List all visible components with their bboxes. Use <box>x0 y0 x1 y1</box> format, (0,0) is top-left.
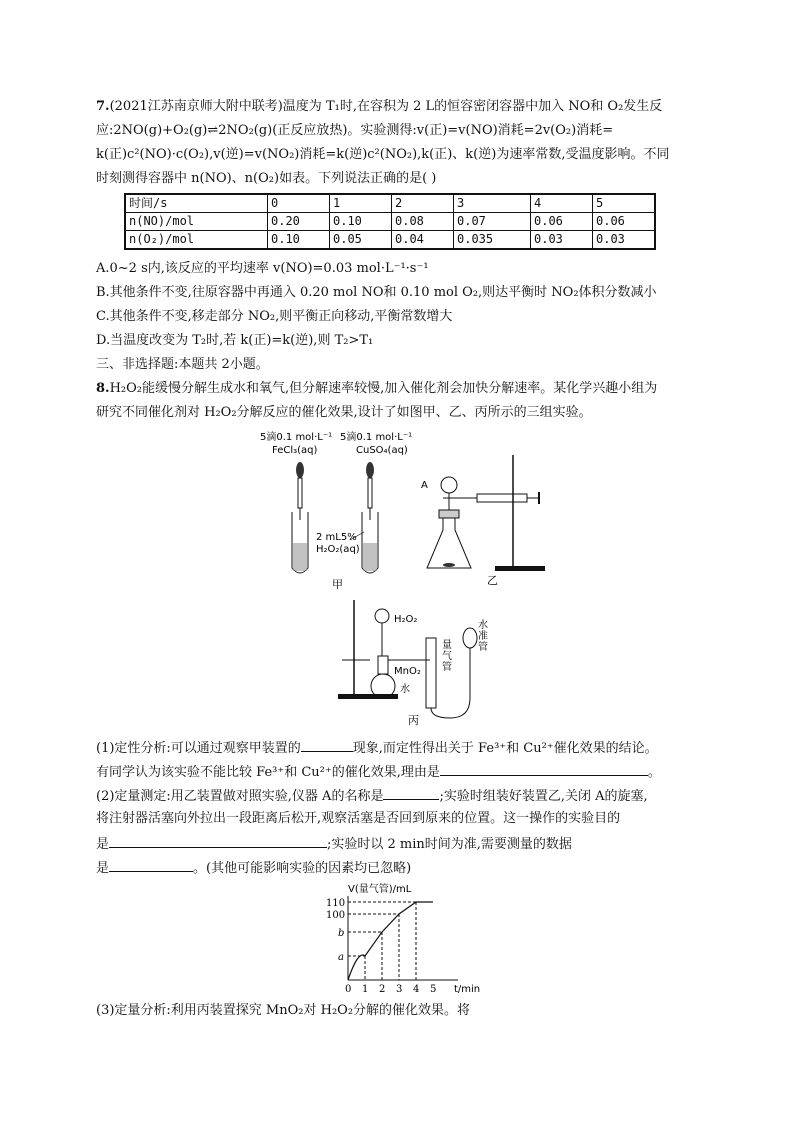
figure-jia <box>250 428 413 593</box>
q8-intro1-text: H₂O₂能缓慢分解生成水和氧气,但分解速率较慢,加入催化剂会加快分解速率。某化学兴趣小组为 <box>109 381 658 396</box>
jia-label-fecl3: FeCl₃(aq) <box>272 445 318 456</box>
q7-option-d: D.当温度改变为 T₂时,若 k(正)=k(逆),则 T₂>T₁ <box>96 333 374 348</box>
bing-label-h2o2: H₂O₂ <box>394 614 418 625</box>
gas-burette-icon <box>426 638 436 708</box>
p1-text-b: 现象,而定性得出关于 Fe³⁺和 Cu²⁺催化效果的结论。 <box>352 741 658 756</box>
q8-part2-line3 <box>96 834 572 854</box>
q7-line1 <box>96 98 662 116</box>
q7-option-a: A.0~2 s内,该反应的平均速率 v(NO)=0.03 mol·L⁻¹·s⁻¹ <box>96 261 429 276</box>
x-tick-label: 5 <box>430 984 437 995</box>
table-cell: 0.04 <box>392 231 454 250</box>
q8-part1-line2 <box>96 762 661 782</box>
p1-text-a: (1)定性分析:可以通过观察甲装置的 <box>96 741 301 756</box>
bing-label-water: 水 <box>400 684 410 695</box>
q7-line4: 时刻测得容器中 n(NO)、n(O₂)如表。下列说法正确的是( ) <box>96 171 437 186</box>
x-tick-label: 0 <box>345 984 352 995</box>
q7-data-table <box>124 193 656 250</box>
p1-text-end: 。 <box>647 765 661 780</box>
answer-blank[interactable] <box>301 738 353 752</box>
jia-label-cuso4: CuSO₄(aq) <box>356 445 408 456</box>
q7-line2: 应:2NO(g)+O₂(g)⇌2NO₂(g)(正反应放热)。实验测得:v(正)=v(NO)消耗=2v(O₂)消耗= <box>96 123 614 138</box>
p2-text-f: 是 <box>96 861 110 876</box>
jia-label-drop1: 5滴0.1 mol·L⁻¹ <box>260 432 333 443</box>
leveling-tube-icon <box>463 628 477 648</box>
bing-label-level: 水准管 <box>478 620 488 653</box>
table-cell: 5 <box>593 194 656 213</box>
table-cell: n(NO)/mol <box>125 213 268 231</box>
answer-blank[interactable] <box>383 786 439 800</box>
table-cell: 4 <box>531 194 593 213</box>
section-heading: 三、非选择题:本题共 2小题。 <box>96 357 269 372</box>
p2-text-d: 是 <box>96 837 110 852</box>
table-row <box>125 231 655 250</box>
q8-part2-line2: 将注射器活塞向外拉出一段距离后松开,观察活塞是否回到原来的位置。这一操作的实验目的 <box>96 811 621 826</box>
answer-blank[interactable] <box>109 834 327 848</box>
figure-label-yi: 乙 <box>487 574 498 587</box>
bing-label-mno2: MnO₂ <box>394 666 421 677</box>
table-cell: n(O₂)/mol <box>125 231 268 250</box>
table-cell: 3 <box>454 194 531 213</box>
figure-label-bing: 丙 <box>408 714 419 727</box>
jia-label-h2o2: H₂O₂(aq) <box>316 544 360 555</box>
q7-option-b: B.其他条件不变,往原容器中再通入 0.20 mol NO和 0.10 mol O₂,则达平衡时 NO₂体积分数减小 <box>96 285 657 300</box>
table-cell: 0.20 <box>268 213 330 231</box>
q8-part2-line1 <box>96 786 648 806</box>
x-tick-label: 2 <box>379 984 386 995</box>
x-tick-label: 4 <box>413 984 420 995</box>
y-tick-label: 110 <box>326 898 346 909</box>
table-cell: 0.06 <box>531 213 593 231</box>
p2-text-g: 。(其他可能影响实验的因素均已忽略) <box>193 861 412 876</box>
q8-number: 8. <box>96 381 110 396</box>
round-flask-icon <box>371 656 395 698</box>
table-cell: 0.03 <box>531 231 593 250</box>
table-cell: 0.03 <box>593 231 656 250</box>
syringe-icon <box>455 492 539 504</box>
y-tick-label: a <box>338 952 344 963</box>
table-cell: 0 <box>268 194 330 213</box>
figure-label-jia: 甲 <box>332 578 343 591</box>
p2-text-a: (2)定量测定:用乙装置做对照实验,仪器 A的名称是 <box>96 789 384 804</box>
table-row <box>125 213 655 231</box>
test-tube-icon <box>292 512 308 573</box>
separatory-funnel-icon <box>375 609 389 656</box>
table-cell: 0.10 <box>330 213 392 231</box>
chart-xlabel: t/min <box>454 984 481 995</box>
p2-text-e: ;实验时以 2 min时间为准,需要测量的数据 <box>327 837 572 852</box>
q8-part1-line1 <box>96 738 658 758</box>
jia-label-drop2: 5滴0.1 mol·L⁻¹ <box>340 432 413 443</box>
bing-label-tube: 量气管 <box>442 640 452 673</box>
chart-ylabel: V(量气管)/mL <box>348 884 412 895</box>
dropper-icon <box>366 462 374 520</box>
figure-yi <box>415 450 555 590</box>
answer-blank[interactable] <box>440 762 648 776</box>
table-cell: 0.035 <box>454 231 531 250</box>
table-row <box>125 194 655 213</box>
p1-text-c: 有同学认为该实验不能比较 Fe³⁺和 Cu²⁺的催化效果,理由是 <box>96 765 440 780</box>
y-tick-label: 100 <box>326 910 346 921</box>
answer-blank[interactable] <box>109 858 193 872</box>
jia-label-sol: 2 mL5% <box>316 532 357 543</box>
figure-bing <box>330 598 490 726</box>
q8-part2-line4 <box>96 858 411 878</box>
q7-number: 7. <box>96 99 110 114</box>
volume-time-chart <box>318 880 481 1000</box>
q8-part3: (3)定量分析:利用丙装置探究 MnO₂对 H₂O₂分解的催化效果。将 <box>96 1003 471 1018</box>
p2-text-b: ;实验时组装好装置乙,关闭 A的旋塞, <box>439 789 648 804</box>
conical-flask-icon <box>427 510 471 568</box>
q8-intro1 <box>96 380 657 398</box>
q7-option-c: C.其他条件不变,移走部分 NO₂,则平衡正向移动,平衡常数增大 <box>96 309 453 324</box>
table-cell: 0.05 <box>330 231 392 250</box>
x-tick-label: 1 <box>362 984 369 995</box>
x-tick-label: 3 <box>396 984 403 995</box>
table-cell: 0.07 <box>454 213 531 231</box>
q7-text1: (2021江苏南京师大附中联考)温度为 T₁时,在容积为 2 L的恒容密闭容器中加入 NO和 O₂发生反 <box>109 99 663 114</box>
table-cell: 0.06 <box>593 213 656 231</box>
separatory-funnel-icon <box>441 477 457 512</box>
test-tube-icon <box>362 512 378 573</box>
table-cell: 0.10 <box>268 231 330 250</box>
table-cell: 时间/s <box>125 194 268 213</box>
q7-line3: k(正)c²(NO)·c(O₂),v(逆)=v(NO₂)消耗=k(逆)c²(NO₂),k(正)、k(逆)为速率常数,受温度影响。不同 <box>96 147 670 162</box>
y-tick-label: b <box>338 928 345 939</box>
table-cell: 2 <box>392 194 454 213</box>
table-cell: 0.08 <box>392 213 454 231</box>
yi-label-a: A <box>421 480 428 491</box>
dropper-icon <box>296 462 304 520</box>
q8-intro2: 研究不同催化剂对 H₂O₂分解反应的催化效果,设计了如图甲、乙、丙所示的三组实验。 <box>96 405 592 420</box>
table-cell: 1 <box>330 194 392 213</box>
